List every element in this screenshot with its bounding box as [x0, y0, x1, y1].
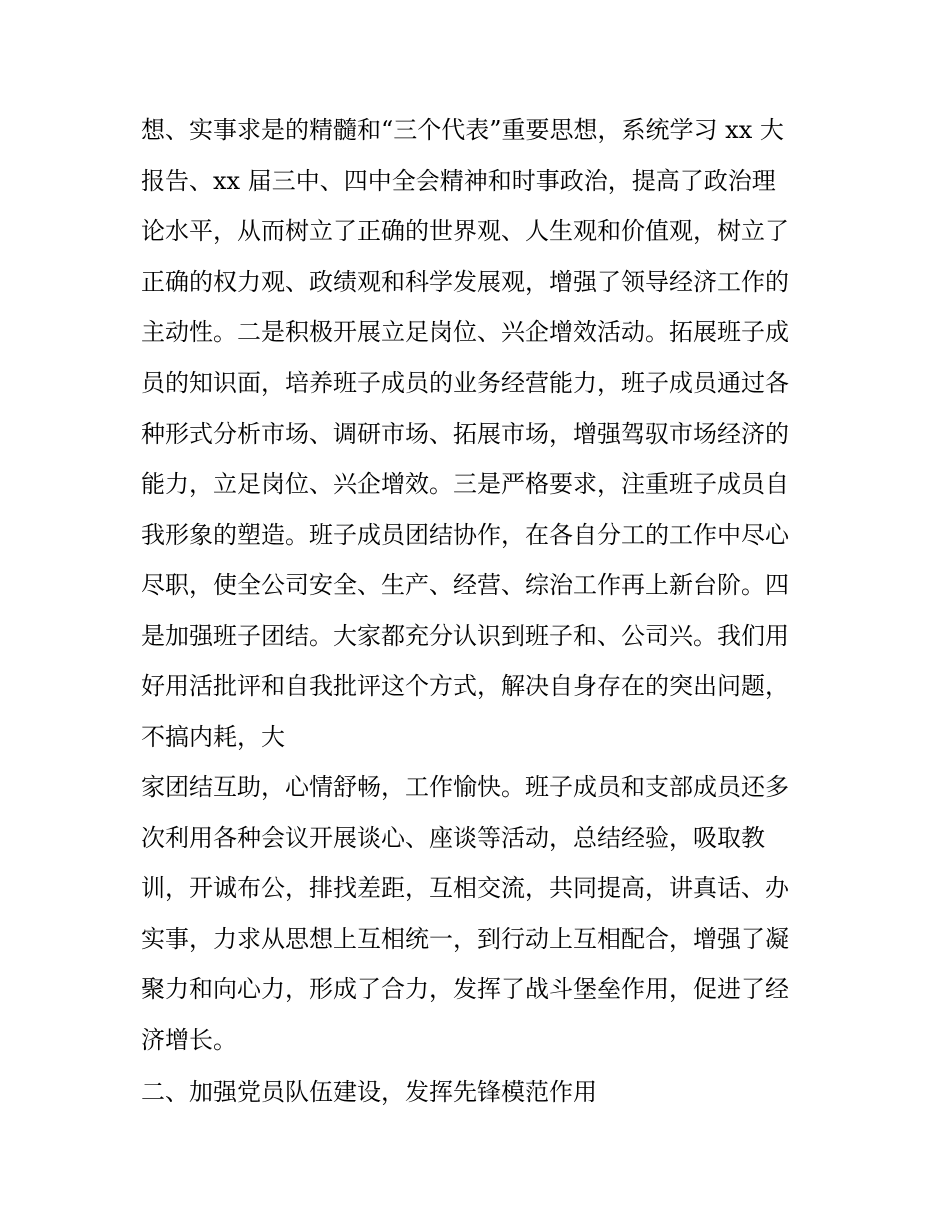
body-line: 种形式分析市场、调研市场、拓展市场，增强驾驭市场经济的 — [141, 420, 789, 448]
body-line: 次利用各种会议开展谈心、座谈等活动，总结经验，吸取教 — [141, 824, 765, 852]
body-line: 主动性。二是积极开展立足岗位、兴企增效活动。拓展班子成 — [141, 318, 789, 346]
body-line: 实事，力求从思想上互相统一，到行动上互相配合，增强了凝 — [141, 925, 789, 953]
body-line: 不搞内耗，大 — [141, 723, 285, 751]
body-line: 报告、xx 届三中、四中全会精神和时事政治，提高了政治理 — [141, 167, 776, 195]
section-heading: 二、加强党员队伍建设，发挥先锋模范作用 — [141, 1078, 597, 1106]
body-line: 我形象的塑造。班子成员团结协作，在各自分工的工作中尽心 — [141, 521, 789, 549]
body-line: 家团结互助，心情舒畅，工作愉快。班子成员和支部成员还多 — [141, 773, 789, 801]
body-line: 正确的权力观、政绩观和科学发展观，增强了领导经济工作的 — [141, 268, 789, 296]
body-line: 好用活批评和自我批评这个方式，解决自身存在的突出问题， — [141, 672, 789, 700]
body-line: 想、实事求是的精髓和“三个代表”重要思想，系统学习 xx 大 — [141, 116, 784, 144]
body-line: 是加强班子团结。大家都充分认识到班子和、公司兴。我们用 — [141, 622, 789, 650]
body-line: 能力，立足岗位、兴企增效。三是严格要求，注重班子成员自 — [141, 470, 789, 498]
body-line: 员的知识面，培养班子成员的业务经营能力，班子成员通过各 — [141, 369, 789, 397]
body-line: 济增长。 — [141, 1026, 237, 1054]
body-line: 论水平，从而树立了正确的世界观、人生观和价值观，树立了 — [141, 217, 789, 245]
body-line: 训，开诚布公，排找差距，互相交流，共同提高，讲真话、办 — [141, 874, 789, 902]
body-line: 尽职，使全公司安全、生产、经营、综治工作再上新台阶。四 — [141, 571, 789, 599]
body-line: 聚力和向心力，形成了合力，发挥了战斗堡垒作用，促进了经 — [141, 975, 789, 1003]
